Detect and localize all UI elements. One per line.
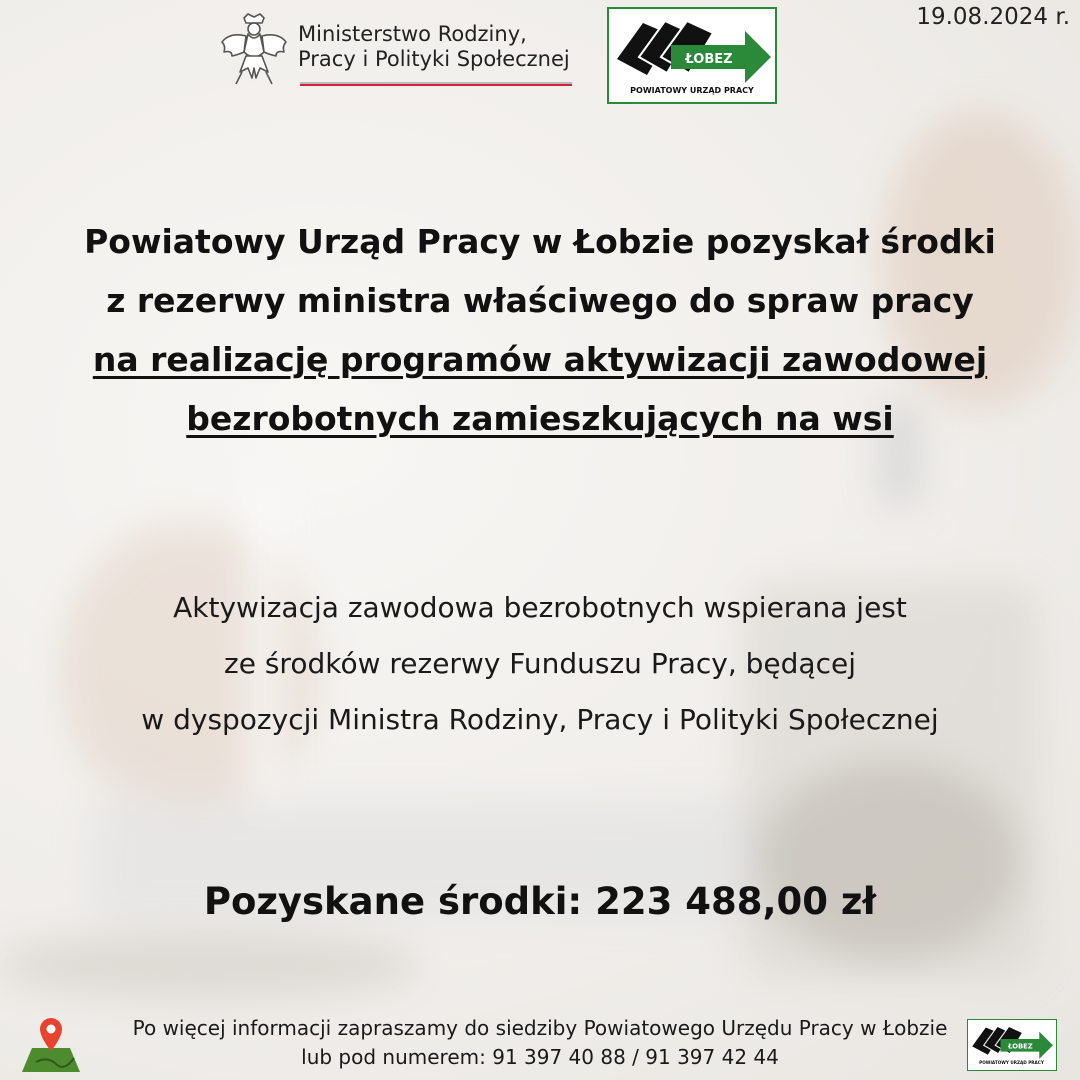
ministry-name xyxy=(298,22,570,72)
pup-lobez-logo-small xyxy=(967,1019,1057,1071)
funds-amount: Pozyskane środki: 223 488,00 zł xyxy=(203,880,877,923)
headline-line4: bezrobotnych zamieszkujących na wsi xyxy=(186,399,894,438)
footer-line2: lub pod numerem: 91 397 40 88 / 91 397 42 44 xyxy=(301,1045,779,1069)
headline-line3: na realizację programów aktywizacji zawodowej xyxy=(92,340,988,379)
footer-contact xyxy=(0,1014,1080,1072)
body-line3: w dyspozycji Ministra Rodziny, Pracy i Polityki Społecznej xyxy=(141,703,939,736)
pup-lobez-logo xyxy=(607,7,777,104)
logo-small-subtitle-text: POWIATOWY URZĄD PRACY xyxy=(979,1060,1044,1066)
date-label: 19.08.2024 r. xyxy=(916,4,1070,30)
logo-brand-text: ŁOBEZ xyxy=(685,52,733,67)
footer-line1: Po więcej informacji zapraszamy do siedziby Powiatowego Urzędu Pracy w Łobzie xyxy=(132,1016,948,1040)
body-line2: ze środków rezerwy Funduszu Pracy, będącej xyxy=(224,647,856,680)
headline-line2: z rezerwy ministra właściwego do spraw pracy xyxy=(106,281,974,320)
polish-eagle-icon xyxy=(218,12,290,90)
lobez-logo-small-graphic xyxy=(968,1020,1055,1069)
body-text xyxy=(0,580,1080,748)
headline xyxy=(0,212,1080,448)
ministry-name-line1: Ministerstwo Rodziny, xyxy=(298,22,527,46)
logo-small-brand-text: ŁOBEZ xyxy=(1008,1042,1033,1051)
logo-subtitle-text: POWIATOWY URZĄD PRACY xyxy=(630,86,754,95)
body-line1: Aktywizacja zawodowa bezrobotnych wspierana jest xyxy=(173,591,907,624)
ministry-logo xyxy=(218,12,578,92)
headline-line1: Powiatowy Urząd Pracy w Łobzie pozyskał środki xyxy=(84,222,996,261)
lobez-logo-graphic xyxy=(609,9,775,102)
ministry-name-line2: Pracy i Polityki Społecznej xyxy=(298,47,570,71)
flag-stripe xyxy=(300,82,572,86)
